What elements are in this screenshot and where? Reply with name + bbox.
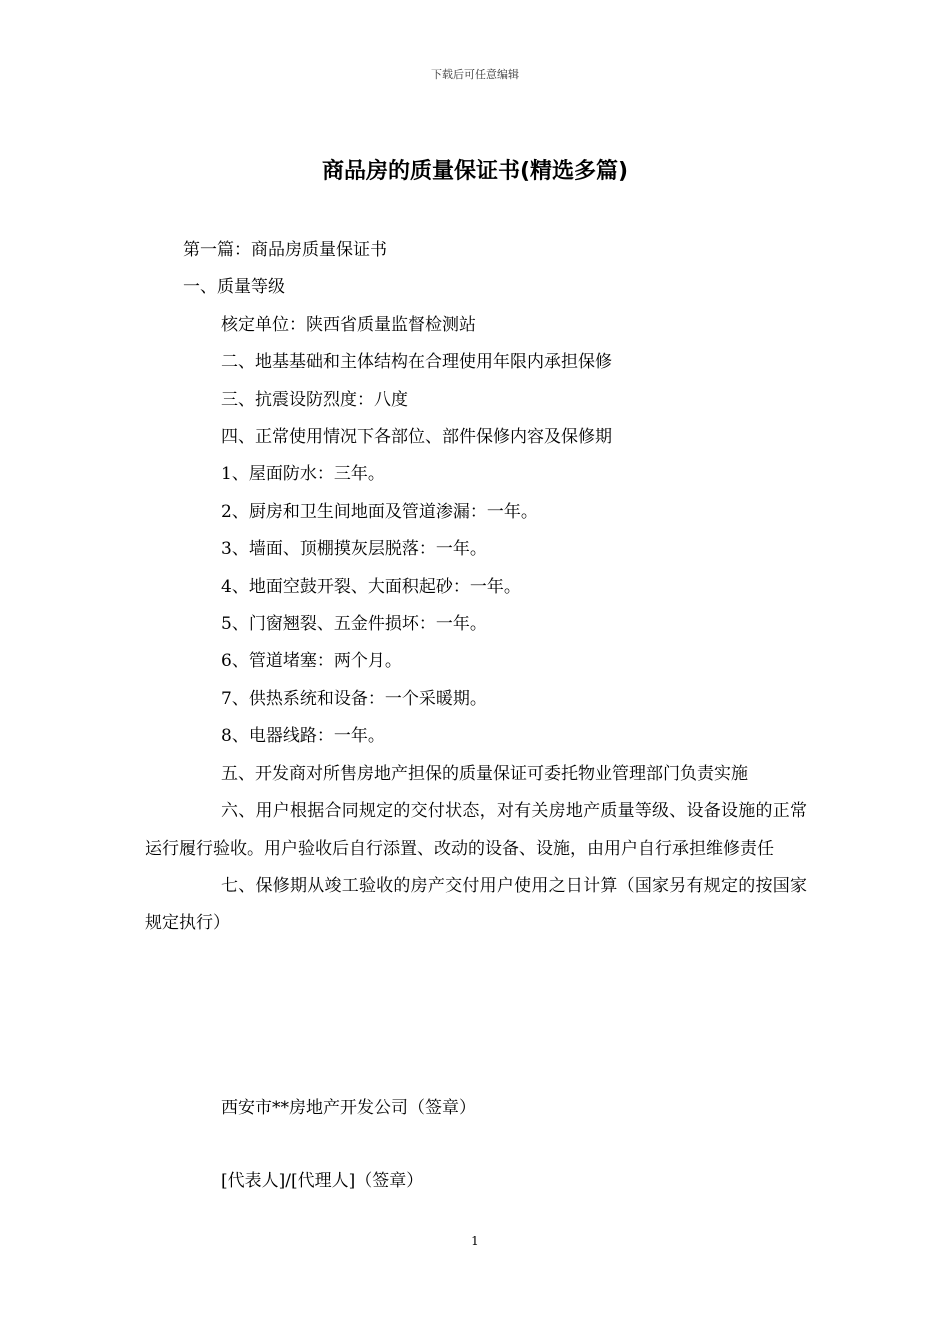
signature-company: 西安市**房地产开发公司（签章） <box>221 1098 476 1118</box>
signature-representative: [代表人]/[代理人]（签章） <box>221 1171 424 1191</box>
body-line: 三、抗震设防烈度：八度 <box>221 389 408 410</box>
page-number: 1 <box>471 1234 479 1248</box>
body-line: 5、门窗翘裂、五金件损坏：一年。 <box>221 614 487 635</box>
body-line: 7、供热系统和设备：一个采暖期。 <box>221 688 487 709</box>
body-paragraph: 五、开发商对所售房地产担保的质量保证可委托物业管理部门负责实施 <box>221 763 748 784</box>
document-body <box>145 232 807 943</box>
body-paragraph: 六、用户根据合同规定的交付状态，对有关房地产质量等级、设备设施的正常运行履行验收。用户验收后自行添置、改动的设备、设施，由用户自行承担维修责任 <box>145 801 807 859</box>
body-line: 6、管道堵塞：两个月。 <box>221 651 402 672</box>
body-line: 2、厨房和卫生间地面及管道渗漏：一年。 <box>221 501 538 522</box>
section-heading: 第一篇：商品房质量保证书 <box>183 240 387 260</box>
body-line: 1、屋面防水：三年。 <box>221 464 385 485</box>
document-title: 商品房的质量保证书(精选多篇) <box>321 159 629 184</box>
body-line: 核定单位：陕西省质量监督检测站 <box>221 314 476 335</box>
body-line: 4、地面空鼓开裂、大面积起砂：一年。 <box>221 576 521 597</box>
body-line: 8、电器线路：一年。 <box>221 726 385 747</box>
body-paragraph: 七、保修期从竣工验收的房产交付用户使用之日计算（国家另有规定的按国家规定执行） <box>145 875 807 934</box>
body-line: 3、墙面、顶棚摸灰层脱落：一年。 <box>221 539 487 560</box>
body-line: 四、正常使用情况下各部位、部件保修内容及保修期 <box>221 427 612 448</box>
item-heading: 一、质量等级 <box>183 277 285 298</box>
body-line: 二、地基基础和主体结构在合理使用年限内承担保修 <box>221 352 612 373</box>
header-note: 下载后可任意编辑 <box>431 68 519 81</box>
